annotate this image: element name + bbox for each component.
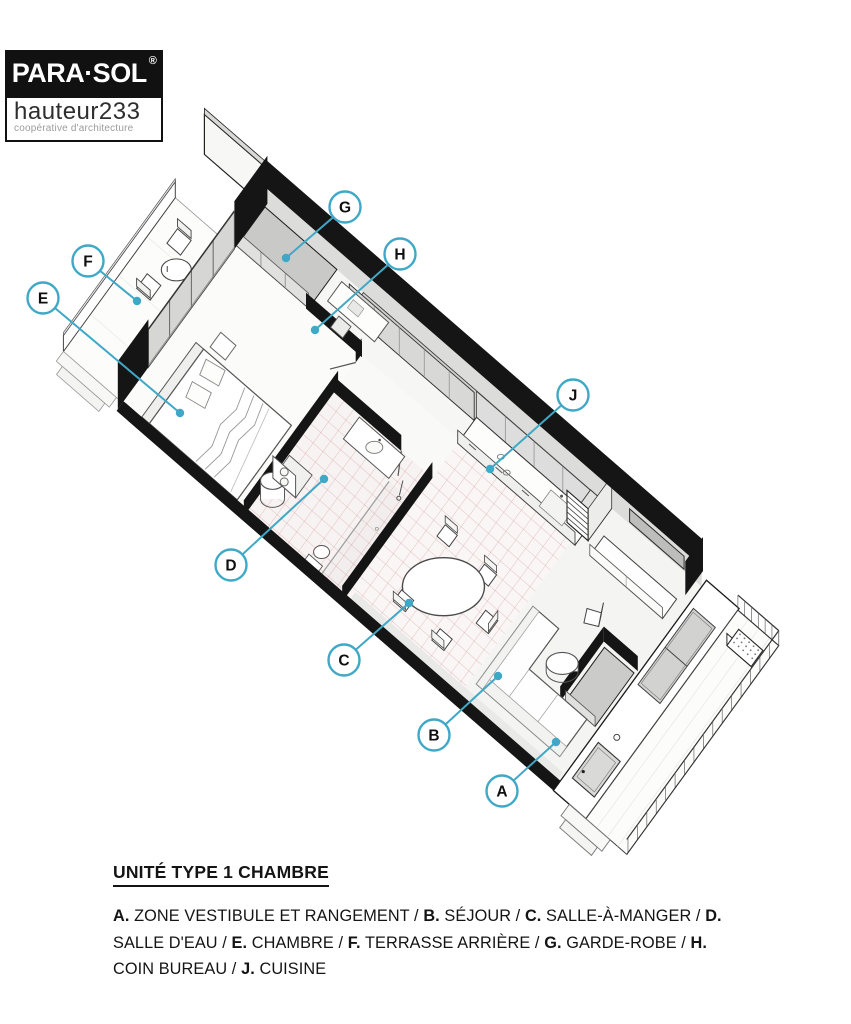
studio-name: hauteur233 — [14, 98, 141, 125]
callout-dot — [552, 738, 560, 746]
callout-letter: C — [338, 652, 350, 670]
callout-dot — [282, 254, 290, 262]
callout-dot — [176, 409, 184, 417]
studio-logo — [5, 96, 163, 142]
studio-tagline: coopérative d'architecture — [14, 123, 134, 134]
legend — [113, 862, 745, 983]
dining-table — [402, 558, 484, 616]
legend-letter: A. — [113, 907, 130, 925]
entry-lamp — [614, 734, 620, 740]
callout-letter: B — [428, 727, 440, 745]
callout-letter: A — [496, 783, 508, 801]
legend-letter: D. — [705, 907, 722, 925]
callout-letter: E — [37, 290, 49, 308]
legend-items: A. ZONE VESTIBULE ET RANGEMENT / B. SÉJOUR / C. SALLE-À-MANGER / D. SALLE D'EAU / E. CHAMBRE / F. TERRASSE ARRIÈRE / G. GARDE-ROBE / H. COIN BUREAU / J. CUISINE — [113, 907, 722, 978]
callout-letter: D — [225, 557, 237, 575]
callout-letter: J — [568, 387, 578, 405]
brand-logo — [5, 50, 163, 96]
registered-mark: ® — [148, 55, 157, 67]
logo-block — [5, 50, 163, 142]
callout-dot — [133, 297, 141, 305]
callout-dot — [494, 672, 502, 680]
legend-letter: E. — [231, 933, 248, 952]
callout-letter: F — [83, 253, 93, 271]
callout-dot — [311, 326, 319, 334]
callout-dot — [405, 599, 413, 607]
legend-letter: H. — [690, 933, 708, 952]
legend-letter: F. — [347, 933, 361, 952]
legend-letter: G. — [544, 933, 562, 952]
brand-name: PARA·SOL — [11, 57, 147, 88]
callout-dot — [486, 465, 494, 473]
legend-letter: J. — [241, 960, 255, 978]
legend-letter: B. — [423, 907, 440, 925]
legend-title: UNITÉ TYPE 1 CHAMBRE — [113, 862, 329, 887]
legend-letter: C. — [524, 907, 542, 925]
callout-letter: H — [394, 246, 406, 264]
callout-letter: G — [338, 199, 352, 217]
callout-dot — [320, 475, 328, 483]
